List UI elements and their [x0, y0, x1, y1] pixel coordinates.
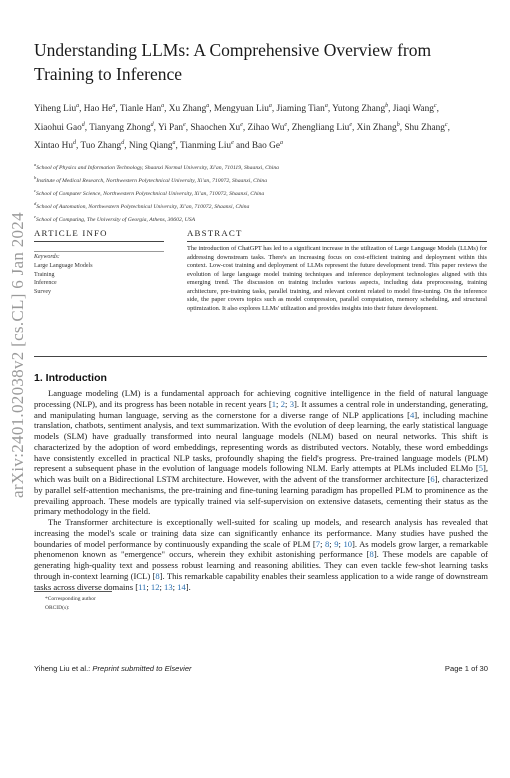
author-name: Ning Qiang$^a$	[128, 140, 176, 152]
affiliation: $^d$School of Automation, Northwestern Polytechnical University, Xi'an, 710072, Shaanxi, China	[34, 201, 250, 211]
author-affil-mark: c	[444, 121, 448, 128]
abstract-text: The introduction of ChatGPT has led to a significant increase in the utilization of Large Language Models (LLMs) for addressing downstream tasks. There's an increasing focus on cost-efficient training and deployment within this context. Low-cost training and deployment of LLMs represent the future development trend. This paper reviews the evolution of large language model training techniques and inference deployment technologies aligned with this emerging trend. The discussion on training includes various aspects, including data preprocessing, training architecture, pre-training tasks, parallel training, and relevant content related to model fine-tuning. On the inference side, the paper covers topics such as model compression, parallel computation, memory scheduling, and structural optimization. It also explores LLMs' utilization and provides insights into their future development.	[187, 245, 487, 312]
citation-link[interactable]: 8	[369, 549, 374, 560]
author-affil-mark: d	[121, 140, 125, 147]
citation-link[interactable]: 7	[315, 538, 321, 549]
keyword: Survey	[34, 289, 51, 296]
affiliation-list	[34, 160, 484, 225]
info-top-rule	[34, 241, 164, 242]
author-affil-mark: d	[73, 140, 76, 147]
affiliation: $^a$School of Physics and Information Technology, Shaanxi Normal University, Xi'an, 710119, Shaanxi, China	[34, 162, 280, 171]
author-affil-mark: a	[268, 103, 272, 109]
author-affil-mark: e	[240, 121, 243, 128]
author-name: Jiaqi Wang$^c$	[392, 103, 437, 115]
author-name: Yi Pan$^e$	[157, 121, 186, 133]
footnotes	[45, 595, 96, 613]
author-affil-mark: a	[76, 103, 80, 109]
author-name: Tianming Liu$^e$	[180, 140, 234, 152]
footnote: *Corresponding author	[45, 596, 96, 602]
footnote-rule	[34, 591, 112, 592]
body-paragraph: The Transformer architecture is exceptionally well-suited for scaling up models, and research analysis has revealed that increasing the model's scale or training data size can significantly enhance its performance. Many studies have pushed the boundaries of model performance by continuously expanding the scale of PLM [7; 8; 9; 10]. As models grow larger, a remarkable phenomenon known as "emergence" occurs, wherein they exhibit astonishing performance [8]. These models are capable of generating high-quality text and possess robust learning and reasoning abilities. They can even tackle few-shot learning tasks through in-context learning (ICL) [8]. This remarkable capability enables their seamless application to a wide range of downstream tasks across diverse domains [11; 12; 13; 14].	[34, 517, 488, 592]
author-name: Zhengliang Liu$^e$	[291, 121, 352, 133]
article-info-heading: ARTICLE INFO	[34, 228, 108, 238]
abstract-bottom-rule	[34, 356, 487, 357]
citation-link[interactable]: 6	[430, 474, 435, 484]
keywords-label: Keywords:	[34, 254, 60, 260]
author-name: Xu Zhang$^a$	[168, 103, 210, 115]
citation-link[interactable]: 5	[478, 463, 483, 474]
section-heading: 1. Introduction	[34, 372, 107, 384]
paper-title: Understanding LLMs: A Comprehensive Overview from Training to Inference	[34, 40, 432, 84]
section-body	[34, 388, 488, 592]
affiliation: $^e$School of Computing, The University of Georgia, Athens, 30602, USA	[34, 214, 196, 224]
citation-link[interactable]: 3	[289, 398, 295, 409]
abstract-top-rule	[187, 241, 487, 242]
footer-author: Yiheng Liu et al.:	[34, 664, 93, 673]
author-name: Bao Ge$^a$	[251, 140, 283, 152]
citation-link[interactable]: 10	[343, 538, 353, 549]
author-affil-mark: d	[150, 121, 154, 128]
author-name: Xiaohui Gao$^d$	[34, 121, 85, 133]
author-name: Tianle Han$^a$	[119, 103, 165, 115]
author-list: Yiheng Liu$^a$, Hao He$^a$, Tianle Han$^a$, Xu Zhang$^a$, Mengyuan Liu$^a$, Jiaming Tian$^a$, Yutong Zhang$^b$, Jiaqi Wang$^c$, Xiaohui Gao$^d$, Tianyang Zhong$^d$, Yi Pan$^e$, Shaochen Xu$^e$, Zihao Wu$^e$, Zhengliang Liu$^e$, Xin Zhang$^b$, Shu Zhang$^c$, Xintao Hu$^d$, Tuo Zhang$^d$, Ning Qiang$^a$, Tianming Liu$^e$ and Bao Ge$^a$	[34, 103, 450, 152]
keywords-list	[34, 262, 164, 297]
author-name: Xin Zhang$^b$	[356, 121, 400, 133]
keyword: Large Language Models	[34, 262, 93, 269]
author-affil-mark: a	[279, 140, 283, 147]
arxiv-stamp: arXiv:2401.02038v2 [cs.CL] 6 Jan 2024	[8, 212, 27, 498]
citation-link[interactable]: 12	[150, 581, 160, 592]
article-info	[34, 253, 164, 297]
author-name: Tianyang Zhong$^d$	[89, 121, 154, 133]
citation-link[interactable]: 9	[334, 538, 339, 549]
author-affil-mark: e	[349, 121, 352, 128]
page-footer	[34, 664, 488, 673]
author-affil-mark: a	[112, 103, 116, 109]
author-affil-mark: a	[324, 103, 328, 109]
citation-link[interactable]: 1	[271, 398, 276, 409]
author-affil-mark: d	[81, 121, 85, 128]
author-affil-mark: a	[161, 103, 165, 109]
keyword: Inference	[34, 280, 57, 287]
author-affil-mark: a	[172, 140, 176, 147]
author-name: Zihao Wu$^e$	[247, 121, 288, 133]
citation-link[interactable]: 8	[155, 570, 160, 581]
author-affil-mark: a	[206, 103, 210, 109]
author-name: Xintao Hu$^d$	[34, 140, 76, 152]
affiliation: $^b$Institute of Medical Research, Northwestern Polytechnical University, Xi'an, 710072, Shaanxi, China	[34, 175, 268, 184]
author-affil-mark: e	[284, 121, 288, 128]
citation-link[interactable]: 4	[409, 409, 415, 420]
affiliation: $^c$School of Computer Science, Northwestern Polytechnical University, Xi'an, 710072, Shaanxi, China	[34, 188, 265, 198]
author-name: Yutong Zhang$^b$	[332, 103, 389, 115]
author-affil-mark: e	[183, 121, 186, 128]
keyword: Training	[34, 271, 55, 278]
info-keywords-rule	[34, 251, 164, 252]
body-paragraph: Language modeling (LM) is a fundamental approach for achieving cognitive intelligence in the field of natural language processing (NLP), and its progress has been notable in recent years [1; 2; 3]. It assumes a central role in understanding, generating, and manipulating human language, serving as the cornerstone for a diverse range of NLP applications [4], including machine translation, chatbots, sentiment analysis, and text summarization. With the evolution of deep learning, the early statistical language models (SLM) have gradually transformed into neural language models (NLM) based on neural networks. This shift is characterized by the adoption of word embeddings, representing words as distributed vectors. Notably, these word embeddings have consistently excelled in practical NLP tasks, profoundly shaping the field's progress. Pre-trained language models (PLM) represent a subsequent phase in the evolution of language models following NLM. Early attempts at PLMs included ELMo [5], which was built on a Bidirectional LSTM architecture. However, with the advent of the transformer architecture [6], characterized by parallel self-attention mechanisms, the pre-training and fine-tuning learning paradigm has propelled PLM to prominence as the prevailing approach. These models are typically trained via self-supervision on extensive datasets, cementing their status as the primary methodology in the field.	[34, 388, 488, 517]
author-affil-mark: b	[385, 103, 389, 109]
author-affil-mark: c	[433, 103, 437, 109]
abstract-heading: ABSTRACT	[187, 228, 243, 238]
citation-link[interactable]: 14	[177, 581, 186, 592]
citation-link[interactable]: 8	[325, 538, 330, 549]
author-name: Shu Zhang$^c$	[404, 121, 448, 133]
author-name: Yiheng Liu$^a$	[34, 103, 80, 115]
citation-link[interactable]: 11	[138, 581, 147, 592]
footer-venue: Preprint submitted to Elsevier	[92, 664, 192, 673]
arxiv-stamp-container	[8, 212, 30, 778]
author-name: Mengyuan Liu$^a$	[213, 103, 272, 115]
author-name: Tuo Zhang$^d$	[80, 140, 125, 152]
author-name: Jiaming Tian$^a$	[276, 103, 328, 115]
citation-link[interactable]: 2	[280, 398, 285, 409]
author-name: Hao He$^a$	[83, 103, 116, 115]
footnote: ORCID(s):	[45, 605, 70, 611]
author-affil-mark: e	[231, 140, 234, 147]
author-name: Shaochen Xu$^e$	[190, 121, 243, 133]
page-number: Page 1 of 30	[444, 664, 488, 673]
author-affil-mark: b	[396, 121, 400, 128]
citation-link[interactable]: 13	[164, 581, 173, 592]
